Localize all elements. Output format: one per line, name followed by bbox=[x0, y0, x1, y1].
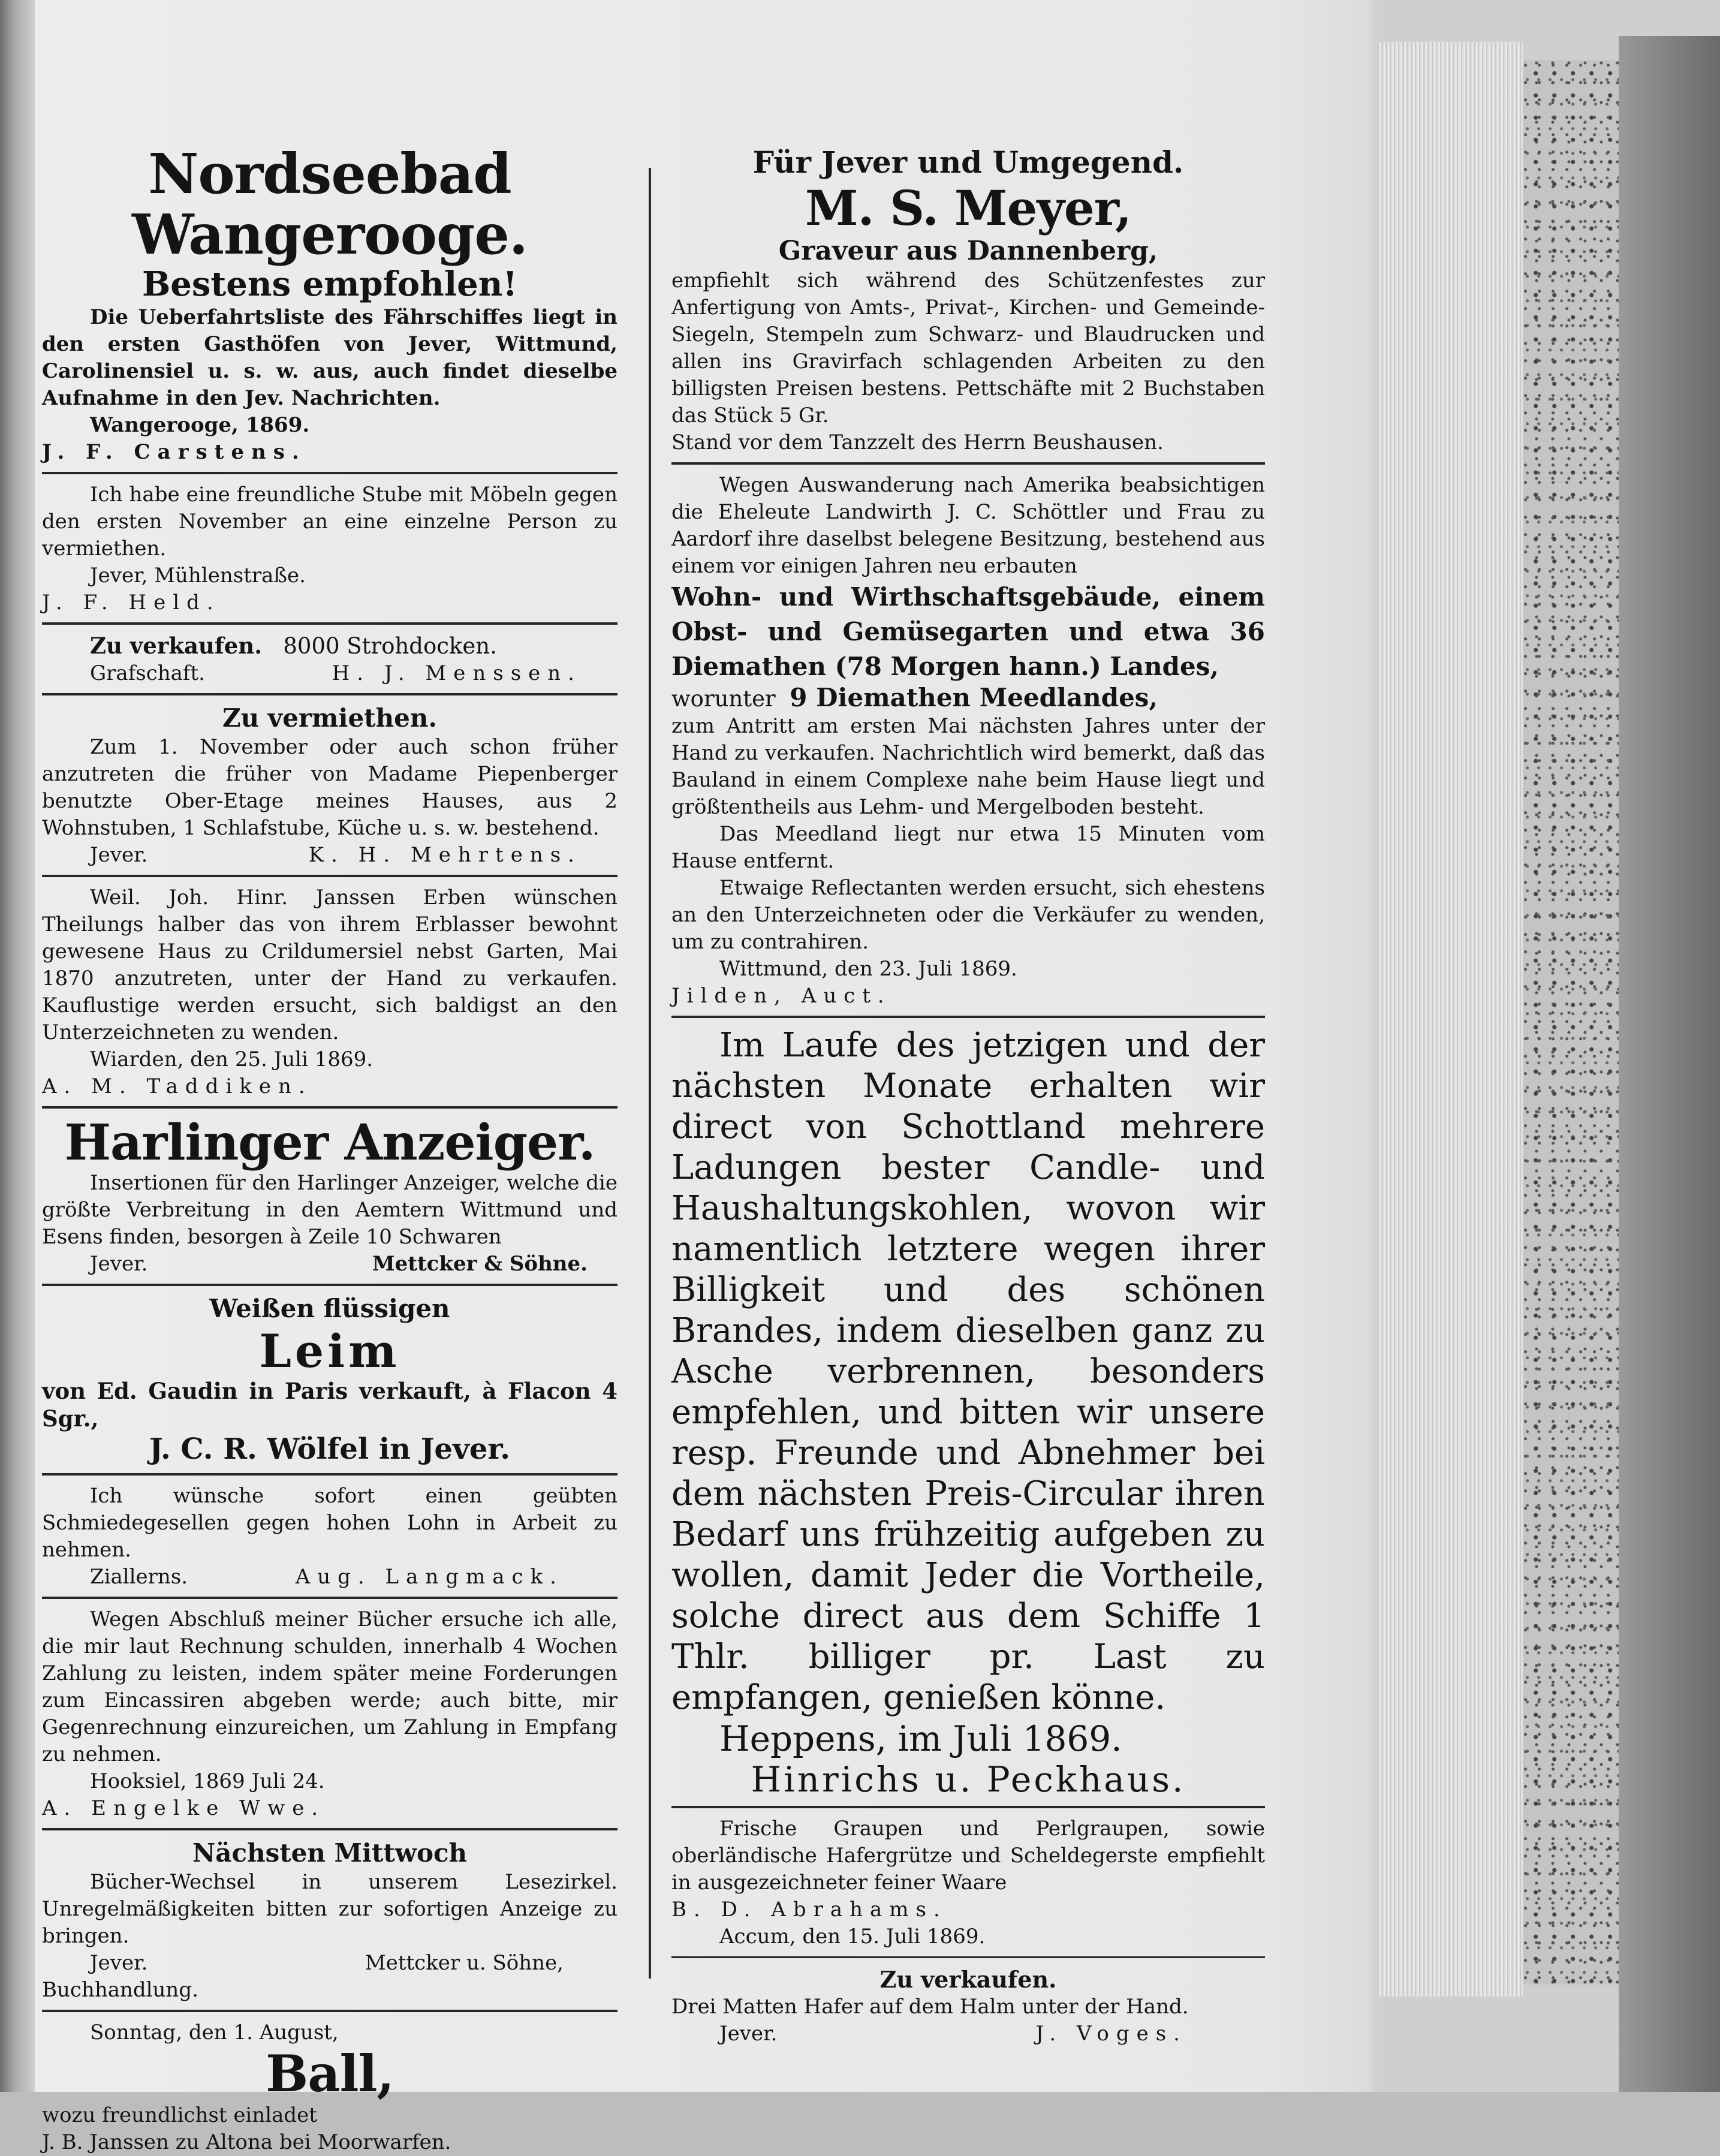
ad-signature: H. J. Menssen. bbox=[332, 661, 582, 685]
ad-body: Weil. Joh. Hinr. Janssen Erben wünschen Theilungs halber das von ihrem Erblasser bewohnt gewesene Haus zu Crildumersiel nebst Garten, Mai 1870 anzutreten, unter der Hand zu verkaufen. Kauflustige werden ersucht, sich baldigst an den Unterzeichneten zu wenden. bbox=[42, 886, 617, 1045]
ad-janssen-erben bbox=[42, 884, 617, 1100]
ad-hafer bbox=[671, 1965, 1265, 2048]
ad-signature: B. D. Abrahams. bbox=[671, 1897, 947, 1922]
ad-place: Jever. bbox=[90, 843, 148, 868]
ad-body: Frische Graupen und Perlgraupen, sowie oberländische Hafergrütze und Scheldegerste empfiehlt in ausgezeichneter feiner Waare bbox=[671, 1816, 1265, 1895]
ad-mittwoch bbox=[42, 1838, 617, 2004]
divider bbox=[671, 1016, 1265, 1018]
ad-body: Die Ueberfahrtsliste des Fährschiffes liegt in den ersten Gasthöfen von Jever, Wittmund, Carolinensiel u. s. w. aus, auch findet dieselbe Aufnahme in den Jev. Nachrichten. bbox=[42, 305, 617, 410]
ad-title: Ball, bbox=[266, 2044, 394, 2104]
ad-body-2: Das Meedland liegt nur etwa 15 Minuten vom Hause entfernt. bbox=[671, 821, 1265, 873]
ad-place-date: Wangerooge, 1869. bbox=[90, 412, 310, 437]
divider bbox=[42, 472, 617, 474]
ad-heading: Zu verkaufen. bbox=[90, 632, 263, 659]
ad-place: Ziallerns. bbox=[90, 1564, 188, 1589]
ad-place-date: Wiarden, den 25. Juli 1869. bbox=[90, 1047, 373, 1072]
ad-profession: Graveur aus Dannenberg, bbox=[778, 235, 1158, 266]
ad-place-date: Wittmund, den 23. Juli 1869. bbox=[719, 956, 1017, 981]
ad-signature: Hinrichs u. Peckhaus. bbox=[751, 1758, 1186, 1800]
ad-highlight-prefix: worunter bbox=[671, 685, 776, 712]
divider bbox=[42, 693, 617, 695]
divider bbox=[42, 1106, 617, 1109]
ad-subtitle: Bestens empfohlen! bbox=[141, 264, 518, 305]
ad-signature: Jilden, Auct. bbox=[671, 983, 891, 1008]
left-column bbox=[42, 141, 617, 2154]
ad-body: zum Antritt am ersten Mai nächsten Jahres unter der Hand zu verkaufen. Nachrichtlich wird bemerkt, daß das Bauland in einem Complexe nahe beim Hause liegt und größtentheils aus Lehm- und Mergelboden besteht. bbox=[671, 713, 1265, 819]
ad-heading: Nächsten Mittwoch bbox=[192, 1838, 468, 1868]
ad-body: empfiehlt sich während des Schützenfestes zur Anfertigung von Amts-, Privat-, Kirchen- und Gemeinde-Siegeln, Stempeln zum Schwarz- und Blaudrucken und allen ins Gravirfach schlagenden Arbeiten zu den billigsten Preisen bestens. Pettschäfte mit 2 Buchstaben das Stück 5 Gr. bbox=[671, 268, 1265, 427]
ad-heading: Zu verkaufen. bbox=[879, 1965, 1057, 1993]
ad-signature-line2: Buchhandlung. bbox=[42, 1978, 198, 2003]
ad-line: Weißen flüssigen bbox=[209, 1294, 450, 1324]
ad-name: M. S. Meyer, bbox=[805, 179, 1131, 236]
ad-signature: Mettcker u. Söhne, bbox=[365, 1951, 564, 1976]
ad-engelke bbox=[42, 1606, 617, 1822]
ad-body: Im Laufe des jetzigen und der nächsten Monate erhalten wir direct von Schottland mehrere Ladungen bester Candle- und Haushaltungskohlen, wovon wir namentlich letztere wegen ihrer Billigkeit und des schönen Brandes, indem dieselben ganz zu Asche verbrennen, besonders empfehlen, und bitten wir unsere resp. Freunde und Abnehmer bei dem nächsten Preis-Circular ihren Bedarf uns frühzeitig aufgeben zu wollen, damit Jeder die Vortheile, solche direct aus dem Schiffe 1 Thlr. billiger pr. Last zu empfangen, genießen könne. bbox=[671, 1025, 1265, 1717]
ad-title: Nordseebad Wangerooge. bbox=[132, 141, 528, 267]
divider bbox=[42, 1828, 617, 1830]
ad-signature: J. B. Janssen zu Altona bei Moorwarfen. bbox=[42, 2130, 451, 2154]
book-gutter bbox=[0, 0, 35, 2092]
ad-highlight: Wohn- und Wirthschaftsgebäude, einem Obst- und Gemüsegarten und etwa 36 Diemathen (78 Morgen hann.) Landes, bbox=[671, 582, 1265, 681]
ad-strohdocken bbox=[42, 632, 617, 687]
divider bbox=[42, 875, 617, 877]
ad-item: 8000 Strohdocken. bbox=[283, 633, 497, 659]
ad-body: Wegen Abschluß meiner Bücher ersuche ich alle, die mir laut Rechnung schulden, innerhalb 4 Wochen Zahlung zu leisten, indem später meine Forderungen zum Eincassiren abgeben werde; auch bitte, mir Gegenrechnung einzureichen, um Zahlung in Empfang zu nehmen. bbox=[42, 1607, 617, 1766]
ad-signature: Aug. Langmack. bbox=[295, 1564, 564, 1589]
divider bbox=[42, 1597, 617, 1599]
ad-place: Jever, Mühlenstraße. bbox=[90, 563, 306, 588]
ad-body: Bücher-Wechsel in unserem Lesezirkel. Unregelmäßigkeiten bitten zur sofortigen Anzeige zu bringen. bbox=[42, 1870, 617, 1949]
ad-place: Jever. bbox=[90, 1252, 148, 1276]
ad-body: Ich habe eine freundliche Stube mit Möbeln gegen den ersten November an eine einzelne Person zu vermiethen. bbox=[42, 482, 617, 561]
ad-signature: Mettcker & Söhne. bbox=[372, 1252, 588, 1276]
ad-line: wozu freundlichst einladet bbox=[42, 2103, 317, 2127]
column-divider bbox=[649, 168, 651, 1979]
book-binding bbox=[1619, 36, 1720, 2092]
right-column bbox=[671, 144, 1265, 2046]
ad-line: Für Jever und Umgegend. bbox=[752, 144, 1184, 180]
ad-signature: J. Voges. bbox=[1035, 2022, 1187, 2046]
ad-signature: J. F. Held. bbox=[42, 590, 221, 615]
page-edges bbox=[1379, 42, 1523, 1997]
ad-body: Ich wünsche sofort einen geübten Schmiedegesellen gegen hohen Lohn in Arbeit zu nehmen. bbox=[42, 1483, 617, 1562]
ad-signature: A. Engelke Wwe. bbox=[42, 1796, 326, 1820]
ad-ball bbox=[42, 2019, 617, 2155]
divider bbox=[42, 2010, 617, 2012]
ad-place-date: Hooksiel, 1869 Juli 24. bbox=[90, 1769, 325, 1793]
divider bbox=[42, 1284, 617, 1286]
ad-graupen bbox=[671, 1815, 1265, 1950]
ad-auswanderung bbox=[671, 472, 1265, 1010]
ad-body-3: Etwaige Reflectanten werden ersucht, sich ehestens an den Unterzeichneten oder die Verkäufer zu wenden, um zu contrahiren. bbox=[671, 875, 1265, 954]
ad-body: Drei Matten Hafer auf dem Halm unter der Hand. bbox=[671, 1995, 1189, 2019]
ad-place: Jever. bbox=[719, 2022, 778, 2046]
divider bbox=[671, 1956, 1265, 1958]
ad-place: Jever. bbox=[90, 1951, 148, 1976]
ad-meyer bbox=[671, 144, 1265, 456]
ad-signature: K. H. Mehrtens. bbox=[308, 843, 582, 868]
ad-vermiethen bbox=[42, 703, 617, 869]
ad-date: Sonntag, den 1. August, bbox=[90, 2021, 339, 2045]
ad-signature: A. M. Taddiken. bbox=[42, 1074, 312, 1099]
ad-kohlen bbox=[671, 1025, 1265, 1800]
ad-place-date: Heppens, im Juli 1869. bbox=[719, 1718, 1122, 1759]
divider bbox=[42, 622, 617, 625]
ad-leim bbox=[42, 1293, 617, 1467]
divider bbox=[42, 1473, 617, 1476]
ad-place: Grafschaft. bbox=[90, 661, 205, 685]
ad-wangerooge bbox=[42, 141, 617, 466]
ad-signature: J. F. Carstens. bbox=[42, 439, 306, 464]
divider bbox=[671, 1806, 1265, 1808]
ad-stube bbox=[42, 481, 617, 616]
divider bbox=[671, 462, 1265, 465]
ad-place-date: Accum, den 15. Juli 1869. bbox=[719, 1924, 986, 1949]
ad-harlinger-anzeiger bbox=[42, 1116, 617, 1278]
ad-intro: Wegen Auswanderung nach Amerika beabsichtigen die Eheleute Landwirth J. C. Schöttler und Frau zu Aardorf ihre daselbst belegene Besitzung, bestehend aus einem vor einigen Jahren neu erbauten bbox=[671, 472, 1265, 578]
ad-location: Stand vor dem Tanzzelt des Herrn Beushausen. bbox=[671, 430, 1164, 454]
ad-heading: Zu vermiethen. bbox=[222, 703, 437, 733]
ad-body: Zum 1. November oder auch schon früher anzutreten die früher von Madame Piepenberger benutzte Ober-Etage meines Hauses, aus 2 Wohnstuben, 1 Schlafstube, Küche u. s. w. bestehend. bbox=[42, 735, 617, 841]
ad-body: von Ed. Gaudin in Paris verkauft, à Flacon 4 Sgr., bbox=[42, 1378, 617, 1432]
speckled-fore-edge bbox=[1523, 60, 1619, 1985]
ad-title: Leim bbox=[259, 1324, 400, 1378]
ad-title: Harlinger Anzeiger. bbox=[64, 1114, 595, 1172]
ad-body: Insertionen für den Harlinger Anzeiger, welche die größte Verbreitung in den Aemtern Wittmund und Esens finden, besorgen à Zeile 10 Schwaren bbox=[42, 1171, 617, 1249]
ad-schmiedegeselle bbox=[42, 1483, 617, 1591]
ad-seller: J. C. R. Wölfel in Jever. bbox=[149, 1432, 510, 1467]
ad-highlight-2: 9 Diemathen Meedlandes, bbox=[790, 682, 1158, 712]
